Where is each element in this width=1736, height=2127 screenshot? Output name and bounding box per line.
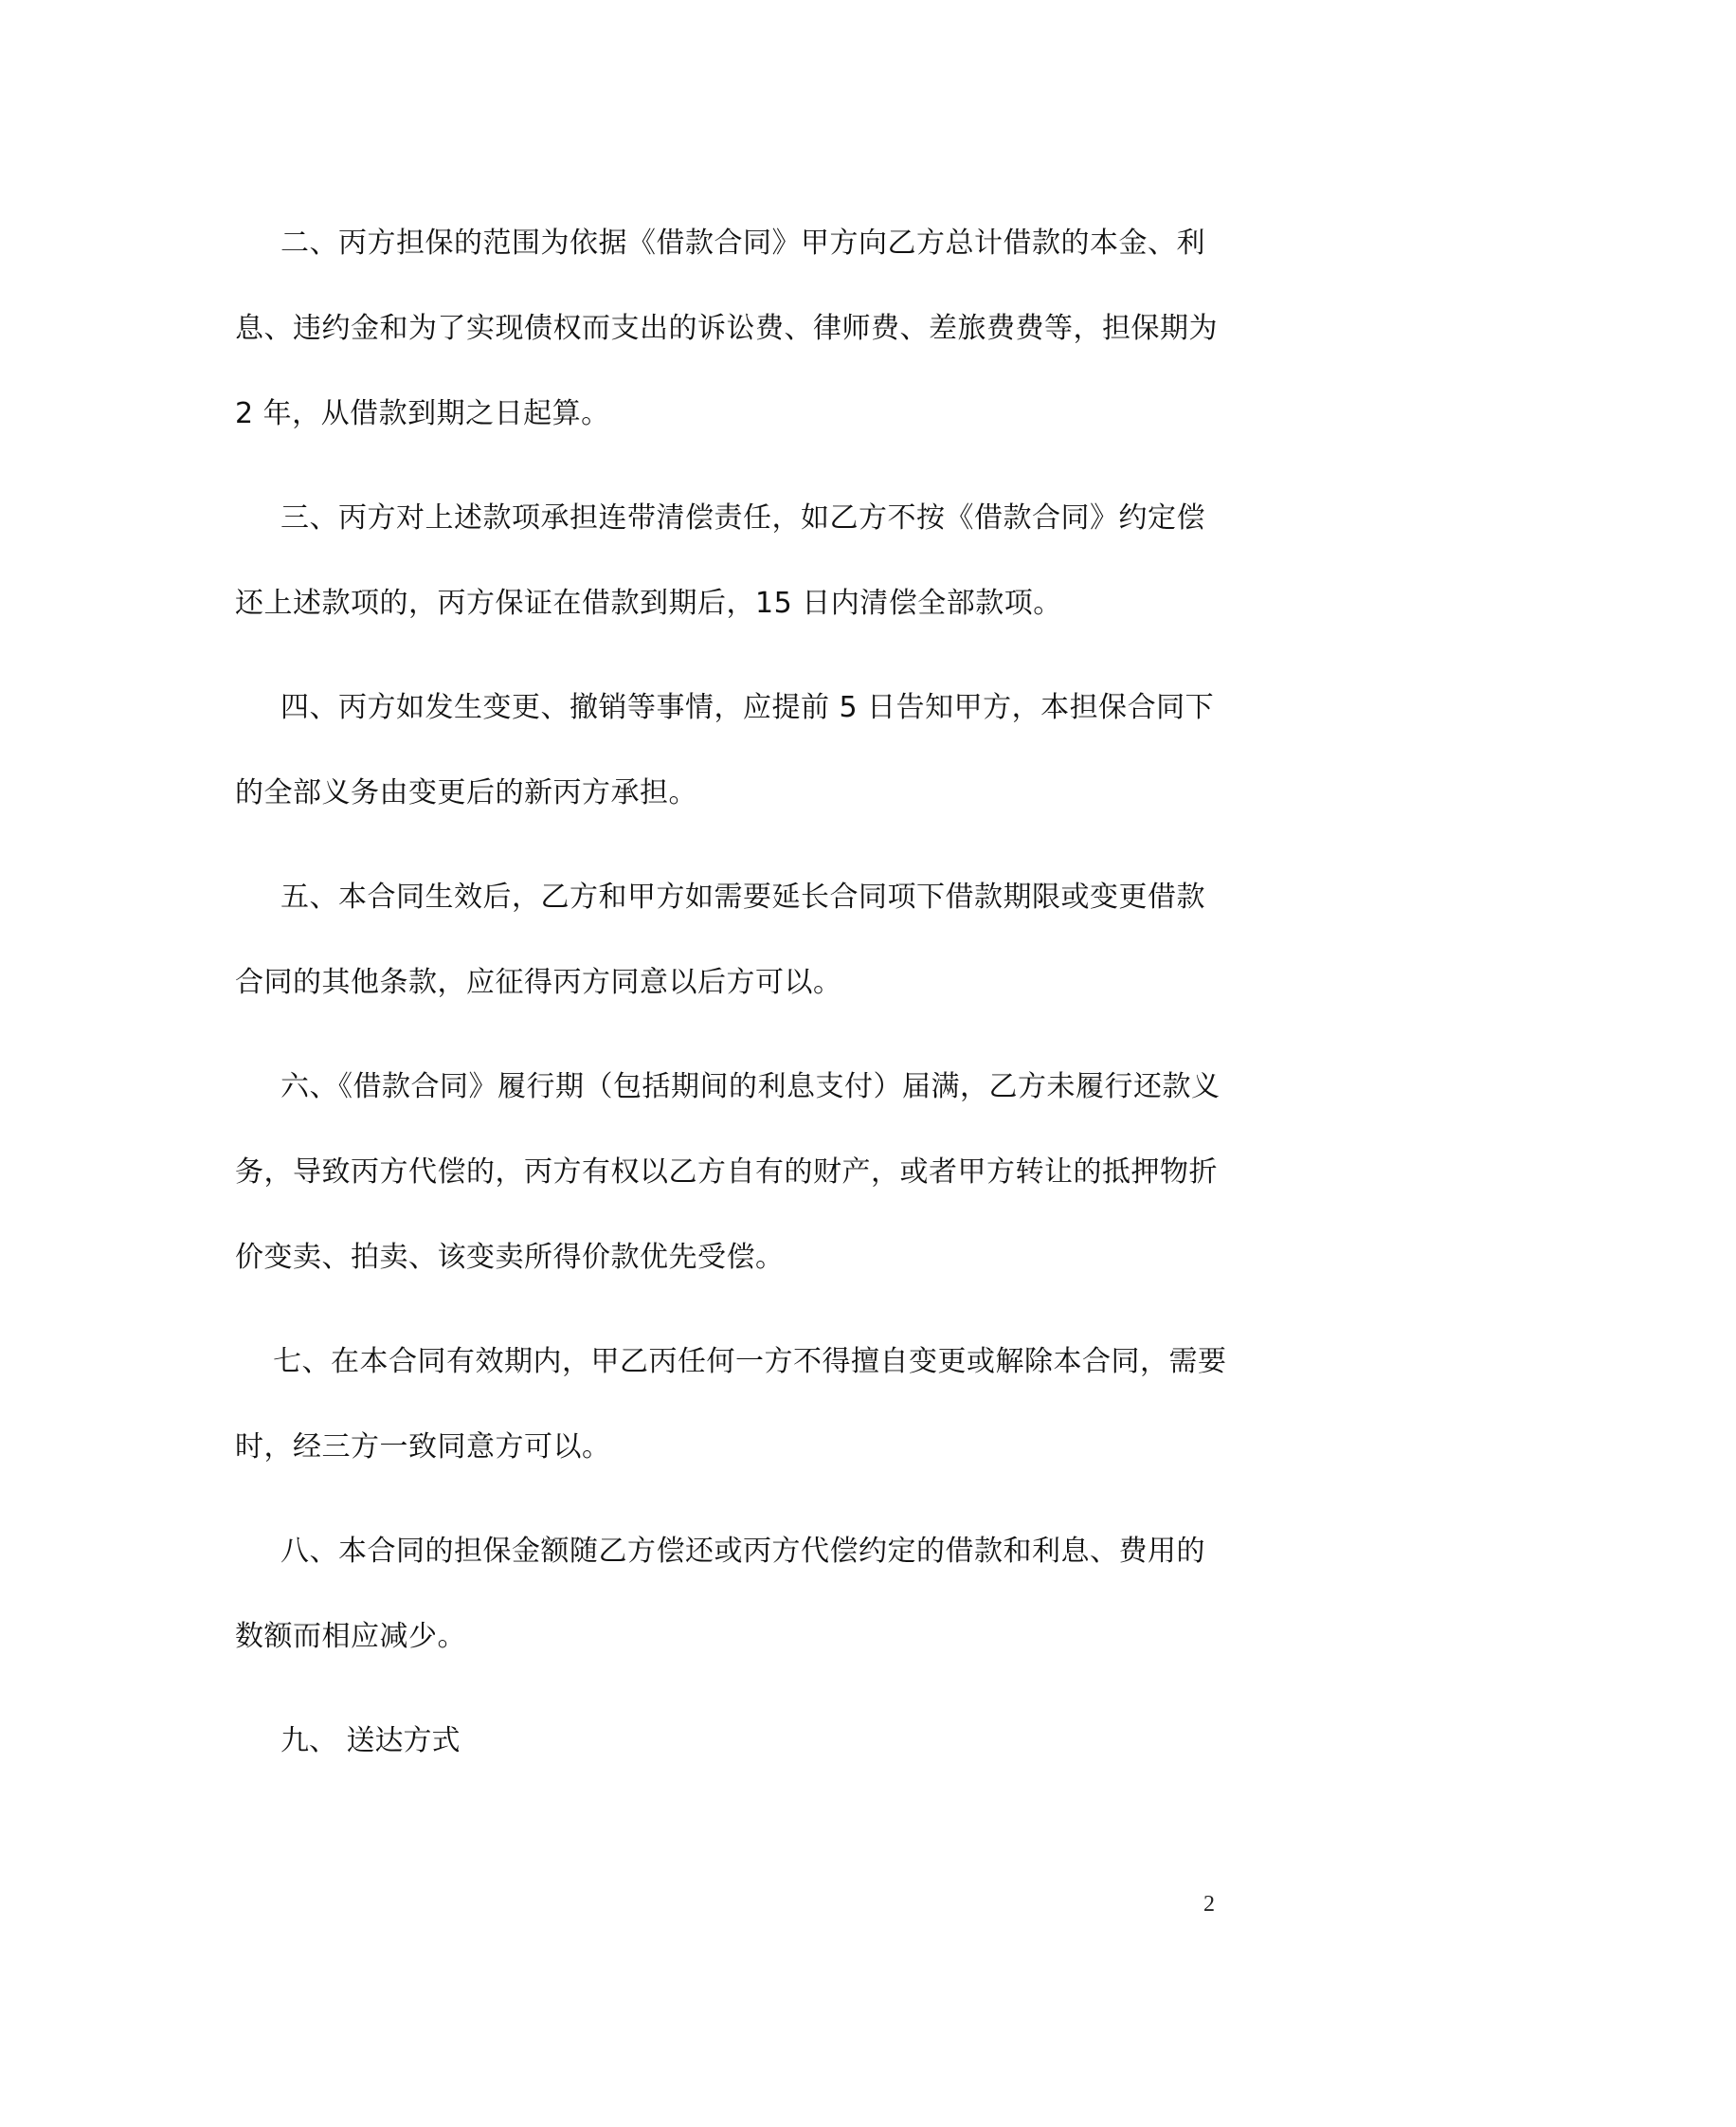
clause-7-paragraph: 七、在本合同有效期内，甲乙丙任何一方不得擅自变更或解除本合同，需要时，经三方一致同意方可以。 xyxy=(235,1345,1227,1463)
clause-9-heading: 九、 送达方式 xyxy=(280,1724,461,1757)
clause-8-paragraph: 八、本合同的担保金额随乙方偿还或丙方代偿约定的借款和利息、费用的数额而相应减少。 xyxy=(235,1535,1205,1653)
clause-4-paragraph: 四、丙方如发生变更、撤销等事情，应提前 5 日告知甲方，本担保合同下的全部义务由变更后的新丙方承担。 xyxy=(235,691,1215,809)
page-number: 2 xyxy=(1203,1892,1215,1917)
document-body xyxy=(235,201,1230,1784)
clause-5-paragraph: 五、本合同生效后，乙方和甲方如需要延长合同项下借款期限或变更借款合同的其他条款，应征得丙方同意以后方可以。 xyxy=(235,881,1205,999)
clause-3-paragraph: 三、丙方对上述款项承担连带清偿责任，如乙方不按《借款合同》约定偿还上述款项的，丙方保证在借款到期后，15 日内清偿全部款项。 xyxy=(235,501,1205,620)
clause-2-paragraph: 二、丙方担保的范围为依据《借款合同》甲方向乙方总计借款的本金、利息、违约金和为了实现债权而支出的诉讼费、律师费、差旅费费等，担保期为 2 年，从借款到期之日起算。 xyxy=(235,227,1218,430)
clause-6-paragraph: 六、《借款合同》履行期（包括期间的利息支付）届满，乙方未履行还款义务，导致丙方代偿的，丙方有权以乙方自有的财产，或者甲方转让的抵押物折价变卖、拍卖、该变卖所得价款优先受偿。 xyxy=(235,1070,1221,1274)
